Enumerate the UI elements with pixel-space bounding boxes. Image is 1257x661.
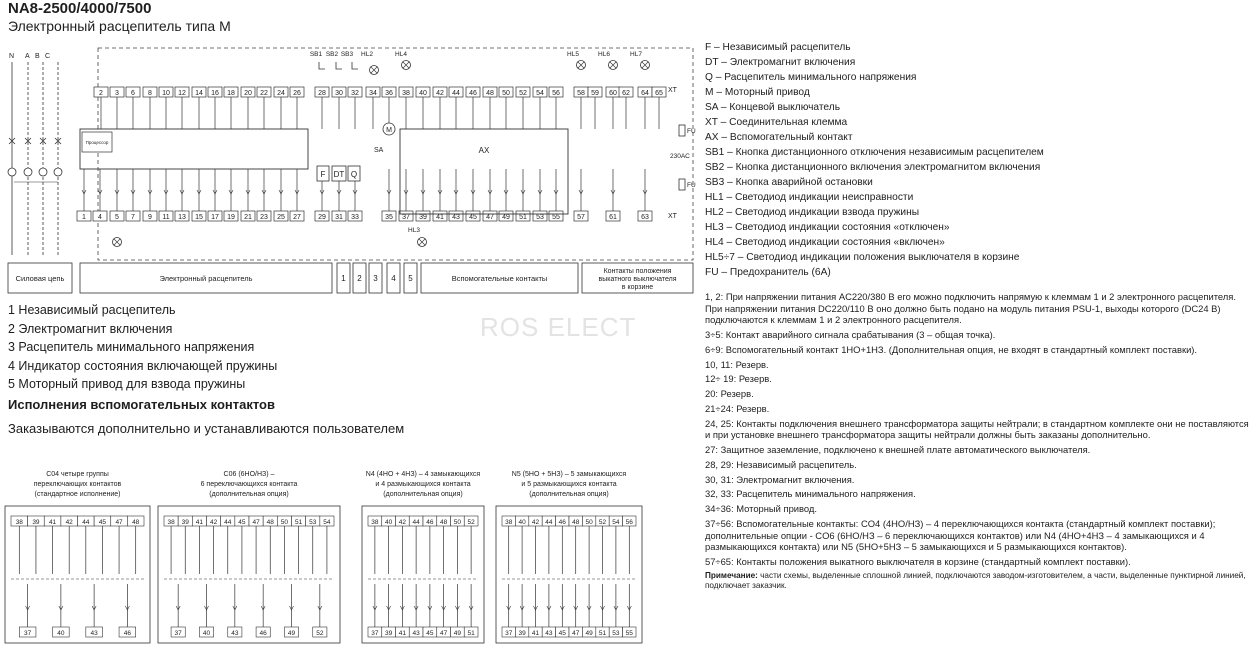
section-label: 5	[408, 274, 413, 283]
terminal-number: 32	[351, 90, 359, 97]
footnote-label: Примечание:	[705, 570, 758, 580]
aux-terminal-number: 43	[231, 630, 239, 637]
terminal-number: 17	[211, 214, 219, 221]
note-item: 30, 31: Электромагнит включения.	[705, 473, 855, 485]
wiring-diagram	[0, 40, 700, 300]
aux-terminal-number: 43	[90, 630, 98, 637]
note-item: 12÷ 19: Резерв.	[705, 373, 772, 385]
aux-terminal-number: 53	[612, 630, 620, 637]
terminal-number: 8	[148, 90, 152, 97]
variant-frame	[362, 506, 484, 643]
page-title: NA8-2500/4000/7500	[8, 0, 152, 17]
aux-terminal-number: 50	[453, 519, 461, 526]
terminal-number: 46	[469, 90, 477, 97]
aux-terminal-number: 43	[545, 630, 553, 637]
symbol-legend	[705, 40, 1044, 280]
aux-terminal-number: 53	[309, 519, 317, 526]
switch-label: HL5	[567, 51, 579, 58]
aux-contacts-block	[400, 129, 568, 214]
note-item: 24, 25: Контакты подключения внешнего трансформатора защиты нейтрали; в стандартном комплекте они не поставляются и при установке внешнего трансформатора защиты нейтрали должны быть заказаны дополнительно.	[705, 417, 1249, 441]
note-item: 28, 29: Независимый расцепитель.	[705, 458, 857, 470]
electronic-trip-unit-block	[80, 129, 308, 169]
terminal-number: 25	[277, 214, 285, 221]
aux-terminal-number: 38	[371, 519, 379, 526]
switch-label: HL2	[361, 51, 373, 58]
aux-contact-variants	[0, 466, 700, 661]
terminal-number: 47	[486, 214, 494, 221]
aux-terminal-number: 49	[453, 630, 461, 637]
legend-item: Q – Расцепитель минимального напряжения	[705, 72, 917, 83]
footnote-text: части схемы, выделенные сплошной линией, подключаются заводом-изготовителем, а части, выделенные пунктирной линией, подключает заказчик.	[705, 570, 1246, 590]
sa-label: SA	[374, 147, 384, 154]
aux-terminal-number: 42	[209, 519, 218, 526]
variant-title-line: (стандартное исполнение)	[34, 491, 121, 498]
aux-terminal-number: 47	[115, 519, 123, 526]
q-label: Q	[350, 170, 358, 179]
terminal-number: 36	[385, 90, 393, 97]
current-transformer-icon	[54, 168, 62, 176]
aux-terminal-number: 51	[467, 630, 475, 637]
aux-terminal-number: 52	[467, 519, 475, 526]
legend-item: SB3 – Кнопка аварийной остановки	[705, 177, 873, 188]
section-label: 2	[357, 274, 362, 283]
aux-terminal-number: 45	[558, 630, 566, 637]
terminal-number: 20	[244, 90, 252, 97]
device-item: 2 Электромагнит включения	[8, 321, 173, 336]
terminal-number: 43	[452, 214, 460, 221]
aux-terminal-number: 46	[426, 519, 434, 526]
legend-item: M – Моторный привод	[705, 87, 810, 98]
terminal-number: 24	[277, 90, 285, 97]
xt-label-bottom: XT	[668, 213, 677, 220]
terminal-number: 63	[641, 214, 649, 221]
terminal-number: 23	[260, 214, 268, 221]
note-item: 37÷56: Вспомогательные контакты: CO4 (4НО/НЗ) – 4 переключающихся контакта (стандартный комплект поставки); дополнительные опции - CO6 (6НО/НЗ – 6 переключающихся контактов) или N4 (4НО+4НЗ – 4 замыкающихся и 4 размыкающихся контакта) или N5 (5НО+5НЗ – 5 замыкающихся и 5 размыкающихся контактов).	[705, 517, 1216, 553]
aux-terminal-number: 44	[545, 519, 553, 526]
terminal-number: 40	[419, 90, 427, 97]
variant-frame	[496, 506, 642, 643]
terminal-number: 28	[318, 90, 326, 97]
legend-item: FU – Предохранитель (6А)	[705, 267, 831, 278]
aux-terminal-number: 42	[531, 519, 540, 526]
aux-section-title: Исполнения вспомогательных контактов	[8, 397, 275, 412]
processor-label: Процессор	[85, 140, 109, 145]
device-item: 1 Независимый расцепитель	[8, 303, 176, 317]
terminal-number: 5	[115, 214, 119, 221]
terminal-number: 14	[195, 90, 203, 97]
legend-item: HL5÷7 – Светодиод индикации положения выключателя в корзине	[705, 252, 1020, 263]
aux-terminal-number: 42	[65, 519, 73, 526]
aux-terminal-number: 46	[259, 630, 267, 637]
aux-terminal-number: 37	[505, 630, 513, 637]
aux-terminal-number: 48	[266, 519, 274, 526]
ax-label: AX	[478, 146, 490, 155]
variant-title-line: N5 (5НО + 5НЗ) – 5 замыкающихся	[511, 471, 627, 478]
terminal-number: 33	[351, 214, 359, 221]
aux-terminal-number: 48	[132, 519, 140, 526]
aux-terminal-number: 41	[531, 630, 540, 637]
aux-terminal-number: 44	[412, 519, 420, 526]
terminal-wires	[82, 97, 659, 211]
aux-terminal-number: 46	[558, 519, 566, 526]
terminal-number: 37	[402, 214, 410, 221]
terminal-number: 11	[162, 214, 170, 221]
phase-label: N	[9, 53, 15, 60]
variant-title-line: N4 (4НО + 4НЗ) – 4 замыкающихся	[365, 471, 481, 478]
aux-terminal-number: 54	[323, 519, 331, 526]
footnote	[705, 571, 1253, 591]
customer-wiring-frame	[98, 48, 693, 260]
terminal-number: 49	[502, 214, 510, 221]
terminal-number: 44	[452, 90, 460, 97]
terminal-number: 64	[641, 90, 649, 97]
terminal-number: 7	[131, 214, 135, 221]
terminal-number: 55	[552, 214, 560, 221]
aux-terminal-number: 41	[48, 519, 57, 526]
terminal-number: 53	[536, 214, 544, 221]
terminal-number: 22	[260, 90, 268, 97]
terminal-number: 41	[436, 214, 444, 221]
legend-item: HL3 – Светодиод индикации состояния «отключен»	[705, 222, 950, 233]
aux-terminal-number: 37	[371, 630, 379, 637]
terminal-number: 59	[591, 90, 599, 97]
terminal-number: 19	[227, 214, 235, 221]
aux-terminal-number: 37	[174, 630, 182, 637]
aux-terminal-number: 38	[505, 519, 513, 526]
aux-terminal-number: 39	[32, 519, 40, 526]
legend-item: AX – Вспомогательный контакт	[705, 132, 853, 143]
terminal-number: 48	[486, 90, 494, 97]
terminal-notes	[705, 291, 1253, 591]
pushbutton-icon	[319, 62, 325, 69]
aux-section-note: Заказываются дополнительно и устанавливаются пользователем	[8, 421, 405, 436]
aux-terminal-number: 40	[518, 519, 526, 526]
note-item: 34÷36: Моторный привод.	[705, 503, 817, 515]
terminal-number: 1	[82, 214, 86, 221]
switch-label: SB1	[309, 51, 323, 58]
fuse-bottom-icon	[679, 179, 685, 190]
aux-terminal-number: 41	[195, 519, 204, 526]
aux-terminal-number: 55	[625, 630, 633, 637]
variant-title-line: (дополнительная опция)	[529, 491, 609, 498]
note-item: 20: Резерв.	[705, 388, 754, 400]
aux-terminal-number: 46	[123, 630, 131, 637]
note-item: 27: Защитное заземление, подключено к внешней плате автоматического выключателя.	[705, 444, 1091, 456]
variant-title-line: и 5 размыкающихся контакта	[521, 481, 617, 488]
terminal-number: 57	[577, 214, 585, 221]
watermark: ROS ELECT	[480, 312, 637, 342]
terminal-number: 45	[469, 214, 477, 221]
device-item: 3 Расцепитель минимального напряжения	[8, 340, 255, 354]
aux-terminal-number: 45	[238, 519, 246, 526]
terminal-number: 26	[293, 90, 301, 97]
phase-label: B	[35, 53, 40, 60]
pushbutton-icon	[336, 62, 342, 69]
terminal-number: 34	[369, 90, 377, 97]
aux-terminal-number: 50	[280, 519, 289, 526]
section-label: 3	[373, 274, 378, 283]
note-item: 6÷9: Вспомогательный контакт 1НО+1НЗ. (Дополнительная опция, не входят в стандартный комплект поставки).	[705, 343, 1198, 355]
terminal-number: 65	[655, 90, 663, 97]
legend-item: SB1 – Кнопка дистанционного отключения независимым расцепителем	[705, 147, 1044, 158]
aux-terminal-number: 51	[294, 519, 303, 526]
switch-label: HL6	[598, 51, 610, 58]
variant-title-line: переключающих контактов	[33, 481, 122, 488]
terminal-number: 58	[577, 90, 585, 97]
aux-terminal-number: 48	[440, 519, 448, 526]
terminal-number: 38	[402, 90, 410, 97]
section-label: Электронный расцепитель	[159, 274, 253, 283]
section-label: Силовая цепь	[15, 274, 65, 283]
aux-terminal-number: 45	[426, 630, 434, 637]
aux-terminal-number: 51	[598, 630, 607, 637]
aux-terminal-number: 49	[585, 630, 593, 637]
section-label: 4	[391, 274, 396, 283]
terminal-number: 62	[622, 90, 630, 97]
aux-terminal-number: 44	[224, 519, 232, 526]
variant-title-line: (дополнительная опция)	[209, 491, 289, 498]
terminal-number: 60	[609, 90, 617, 97]
terminal-number: 16	[211, 90, 219, 97]
xt-label-top: XT	[668, 87, 677, 94]
phase-label: C	[45, 53, 51, 60]
legend-item: F – Независимый расцепитель	[705, 42, 851, 53]
top-terminal-row	[94, 87, 666, 97]
aux-terminal-number: 39	[518, 630, 526, 637]
terminal-number: 2	[99, 90, 103, 97]
terminal-number: 6	[131, 90, 135, 97]
terminal-number: 3	[115, 90, 119, 97]
section-label-line: выкатного выключателя	[598, 276, 677, 283]
note-item: 57÷65: Контакты положения выкатного выключателя в корзине (стандартный комплект поставки).	[705, 555, 1131, 567]
aux-terminal-number: 50	[585, 519, 593, 526]
aux-terminal-number: 40	[202, 630, 211, 637]
aux-terminal-number: 47	[252, 519, 260, 526]
current-transformer-icon	[39, 168, 47, 176]
terminal-number: 35	[385, 214, 393, 221]
note-item: 21÷24: Резерв.	[705, 402, 770, 414]
aux-terminal-number: 40	[385, 519, 393, 526]
legend-item: HL2 – Светодиод индикации взвода пружины	[705, 207, 920, 218]
aux-terminal-number: 44	[82, 519, 90, 526]
terminal-number: 42	[436, 90, 444, 97]
terminal-number: 29	[318, 214, 326, 221]
dt-label: DT	[333, 170, 345, 179]
terminal-number: 12	[178, 90, 186, 97]
aux-terminal-number: 39	[181, 519, 189, 526]
terminal-number: 18	[227, 90, 235, 97]
terminal-number: 31	[335, 214, 343, 221]
switch-label: HL4	[395, 51, 407, 58]
terminal-number: 56	[552, 90, 560, 97]
legend-item: XT – Соединительная клемма	[705, 117, 848, 128]
section-label: 1	[341, 274, 346, 283]
device-item: 4 Индикатор состояния включающей пружины	[8, 358, 278, 373]
variant-title-line: 6 переключающихся контакта	[200, 481, 298, 488]
variant-title-line: C06 (6НО/НЗ) –	[223, 471, 275, 478]
terminal-number: 61	[609, 214, 617, 221]
terminal-number: 54	[536, 90, 544, 97]
phase-label: A	[25, 53, 30, 60]
switch-label: SB2	[325, 51, 339, 58]
terminal-number: 30	[335, 90, 343, 97]
switch-label: HL3	[408, 227, 420, 234]
variant-title-line: и 4 размыкающихся контакта	[375, 481, 471, 488]
pushbutton-icon	[352, 62, 358, 69]
aux-terminal-number: 43	[412, 630, 420, 637]
aux-terminal-number: 41	[398, 630, 406, 637]
aux-terminal-number: 54	[612, 519, 620, 526]
aux-terminal-number: 49	[287, 630, 296, 637]
aux-terminal-number: 40	[57, 630, 65, 637]
terminal-number: 21	[244, 214, 252, 221]
fu-label-bottom: FU	[687, 182, 696, 189]
terminal-number: 27	[293, 214, 301, 221]
variant-frame	[5, 506, 150, 643]
legend-item: SB2 – Кнопка дистанционного включения электромагнитом включения	[705, 162, 1041, 173]
switch-label: HL7	[630, 51, 642, 58]
fuse-top-icon	[679, 125, 685, 136]
terminal-number: 13	[178, 214, 186, 221]
aux-terminal-number: 39	[385, 630, 393, 637]
legend-item: HL4 – Светодиод индикации состояния «включен»	[705, 237, 945, 248]
f-label: F	[320, 170, 326, 179]
voltage-label: 230AC	[670, 153, 690, 160]
aux-terminal-number: 52	[598, 519, 607, 526]
terminal-number: 52	[519, 90, 527, 97]
note-item: 10, 11: Резерв.	[705, 358, 769, 370]
legend-item: DT – Электромагнит включения	[705, 57, 856, 68]
aux-terminal-number: 37	[24, 630, 32, 637]
aux-terminal-number: 47	[440, 630, 448, 637]
section-label: Контакты положения	[603, 268, 672, 275]
legend-item: SA – Концевой выключатель	[705, 102, 840, 113]
aux-terminal-number: 48	[572, 519, 580, 526]
power-circuit	[8, 53, 62, 255]
note-item: 1, 2: При напряжении питания AC220/380 В его можно подключить напрямую к клеммам 1 и 2 электронного расцепителя. При напряжении питания DC220/110 В оно должно быть подано на модуль питания PSU-1, выходы которого (DC24 В) подключаются к клеммам 1 и 2 электронного расцепителя.	[705, 291, 1236, 326]
page-subtitle: Электронный расцепитель типа М	[8, 18, 231, 34]
current-transformer-icon	[8, 168, 16, 176]
legend-item: HL1 – Светодиод индикации неисправности	[705, 192, 914, 203]
aux-terminal-number: 38	[167, 519, 175, 526]
terminal-number: 39	[419, 214, 427, 221]
variant-title-line: (дополнительная опция)	[383, 491, 463, 498]
terminal-number: 10	[162, 90, 170, 97]
variant-title-line: C04 четыре группы	[46, 471, 109, 478]
section-label: Вспомогательные контакты	[451, 274, 548, 283]
aux-terminal-number: 56	[625, 519, 633, 526]
current-transformer-icon	[24, 168, 32, 176]
terminal-number: 51	[519, 214, 527, 221]
aux-terminal-number: 47	[572, 630, 580, 637]
switch-label: SB3	[340, 51, 354, 58]
note-item: 32, 33: Расцепитель минимального напряжения.	[705, 488, 916, 500]
terminal-number: 50	[502, 90, 510, 97]
aux-terminal-number: 38	[15, 519, 23, 526]
motor-label: M	[386, 127, 392, 134]
aux-terminal-number: 45	[98, 519, 107, 526]
terminal-number: 9	[148, 214, 152, 221]
device-list	[8, 303, 277, 396]
fu-label-top: FU	[687, 128, 696, 135]
aux-terminal-number: 42	[398, 519, 406, 526]
terminal-number: 15	[195, 214, 203, 221]
section-label-line: в корзине	[621, 284, 654, 291]
section-labels	[8, 263, 693, 293]
device-item: 5 Моторный привод для взвода пружины	[8, 377, 246, 391]
bottom-terminal-row	[77, 211, 652, 221]
terminal-number: 4	[98, 214, 102, 221]
aux-terminal-number: 52	[316, 630, 324, 637]
note-item: 3÷5: Контакт аварийного сигнала срабатывания (3 – общая точка).	[705, 328, 996, 340]
